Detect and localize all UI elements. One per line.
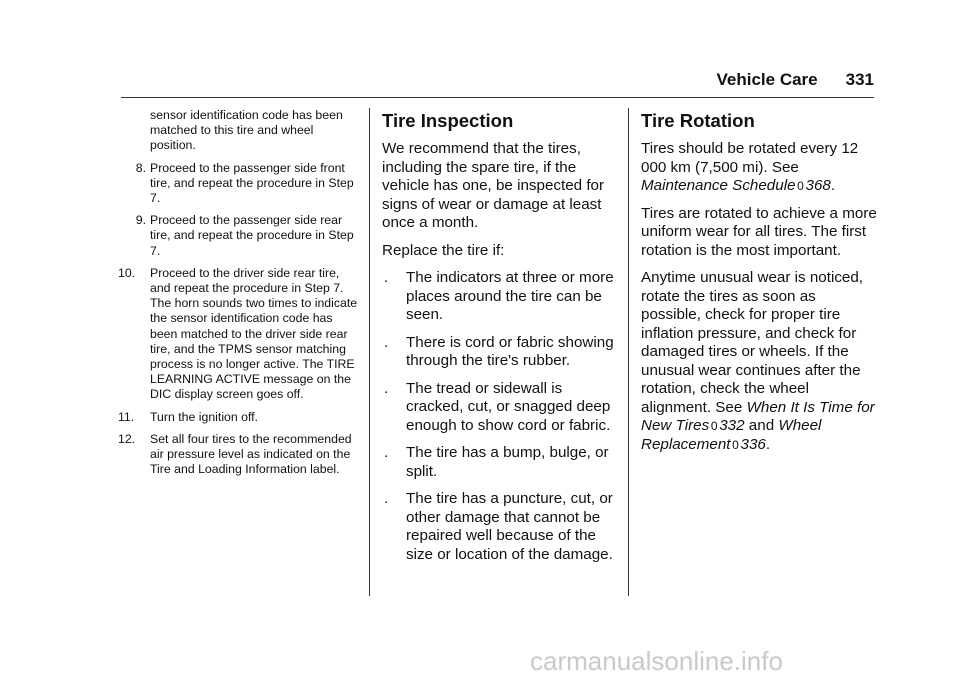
page-header [717, 70, 875, 90]
step-continuation: sensor identification code has been matched to this tire and wheel position. [150, 108, 343, 153]
step-text: Proceed to the passenger side rear tire, and repeat the procedure in Step 7. [150, 213, 354, 258]
section-title: Vehicle Care [716, 70, 818, 89]
bullet-item [382, 490, 618, 564]
bullet-text: The tread or sidewall is cracked, cut, or snagged deep enough to show cord or fabric. [406, 379, 611, 434]
bullet-item [382, 334, 618, 371]
tire-rotation-heading: Tire Rotation [641, 110, 755, 131]
bullet-glyph: . [384, 333, 389, 351]
bullet-text: There is cord or fabric showing through the tire's rubber. [406, 333, 614, 369]
paragraph-text: Tires should be rotated every 12 000 km (7,500 mi). See [641, 140, 859, 176]
step-text: Proceed to the passenger side front tire, and repeat the procedure in Step 7. [150, 160, 354, 206]
sentence-end: . [830, 177, 836, 194]
tire-inspection-column [382, 110, 618, 573]
step-text: Proceed to the driver side rear tire, and repeat the procedure in Step 7. The horn sounds two times to indicate the sensor identification code has been matched to the driver side rear tire, and the TPMS sensor matching process is no longer active. The TIRE LEARNING ACTIVE message on the DIC display screen goes off. [150, 265, 358, 402]
page-ref-number[interactable]: 332 [719, 417, 745, 434]
page-ref-number[interactable]: 368 [805, 177, 831, 194]
step-number: 11. [118, 409, 135, 424]
conjunction: and [748, 417, 775, 434]
column-divider-1 [369, 108, 370, 596]
new-tires-link[interactable]: When It Is Time for New Tires [641, 398, 875, 434]
step-item [118, 266, 358, 403]
bullet-text: The indicators at three or more places around the tire can be seen. [406, 269, 614, 323]
bullet-glyph: . [384, 379, 389, 397]
page-ref-number[interactable]: 336 [740, 435, 766, 453]
paragraph-text: Anytime unusual wear is noticed, rotate the tires as soon as possible, check for proper tire inflation pressure, and check for damaged tires or wheels. If the unusual wear continues after the rotation, check the wheel alignment. See [641, 269, 864, 416]
step-number: 9. [135, 213, 146, 228]
tire-inspection-heading: Tire Inspection [382, 110, 514, 131]
bullet-glyph: . [384, 490, 389, 507]
bullet-text: The tire has a puncture, cut, or other damage that cannot be repaired well because of the size or location of the damage. [406, 490, 613, 563]
rotation-purpose-paragraph: Tires are rotated to achieve a more uniform wear for all tires. The first rotation is the most important. [641, 204, 877, 259]
replace-intro: Replace the tire if: [382, 241, 505, 259]
maintenance-schedule-link[interactable]: Maintenance Schedule [641, 177, 796, 194]
step-text: Turn the ignition off. [150, 409, 259, 424]
step-text: Set all four tires to the recommended air pressure level as indicated on the Tire and Loading Information label. [150, 431, 352, 477]
rotation-interval-paragraph [641, 140, 879, 196]
inspection-intro: We recommend that the tires, including the spare tire, if the vehicle has one, be inspected for signs of wear or damage at least once a month. [382, 140, 605, 231]
bullet-item [382, 444, 618, 481]
page-ref-icon: 0 [797, 179, 804, 193]
step-number: 8. [135, 160, 146, 175]
unusual-wear-paragraph [641, 269, 879, 454]
step-number: 12. [118, 431, 136, 446]
bullet-glyph: . [384, 269, 389, 286]
step-item [118, 432, 358, 478]
header-rule [121, 97, 874, 98]
page-ref-icon: 0 [732, 437, 739, 452]
step-number: 10. [118, 265, 136, 280]
bullet-glyph: . [384, 444, 389, 461]
column-divider-2 [628, 108, 629, 596]
page-ref-icon: 0 [710, 419, 718, 433]
procedure-column [118, 108, 358, 484]
sentence-end: . [765, 435, 771, 453]
wheel-replacement-link[interactable]: Wheel Replacement [641, 417, 822, 453]
step-item [118, 410, 358, 425]
bullet-text: The tire has a bump, bulge, or split. [406, 444, 609, 480]
step-item [118, 161, 358, 207]
bullet-item [382, 269, 618, 325]
tire-rotation-column [641, 110, 879, 463]
bullet-item [382, 380, 618, 436]
watermark: carmanualsonline.info [530, 646, 783, 676]
step-item [118, 213, 358, 259]
page-number: 331 [845, 70, 874, 89]
